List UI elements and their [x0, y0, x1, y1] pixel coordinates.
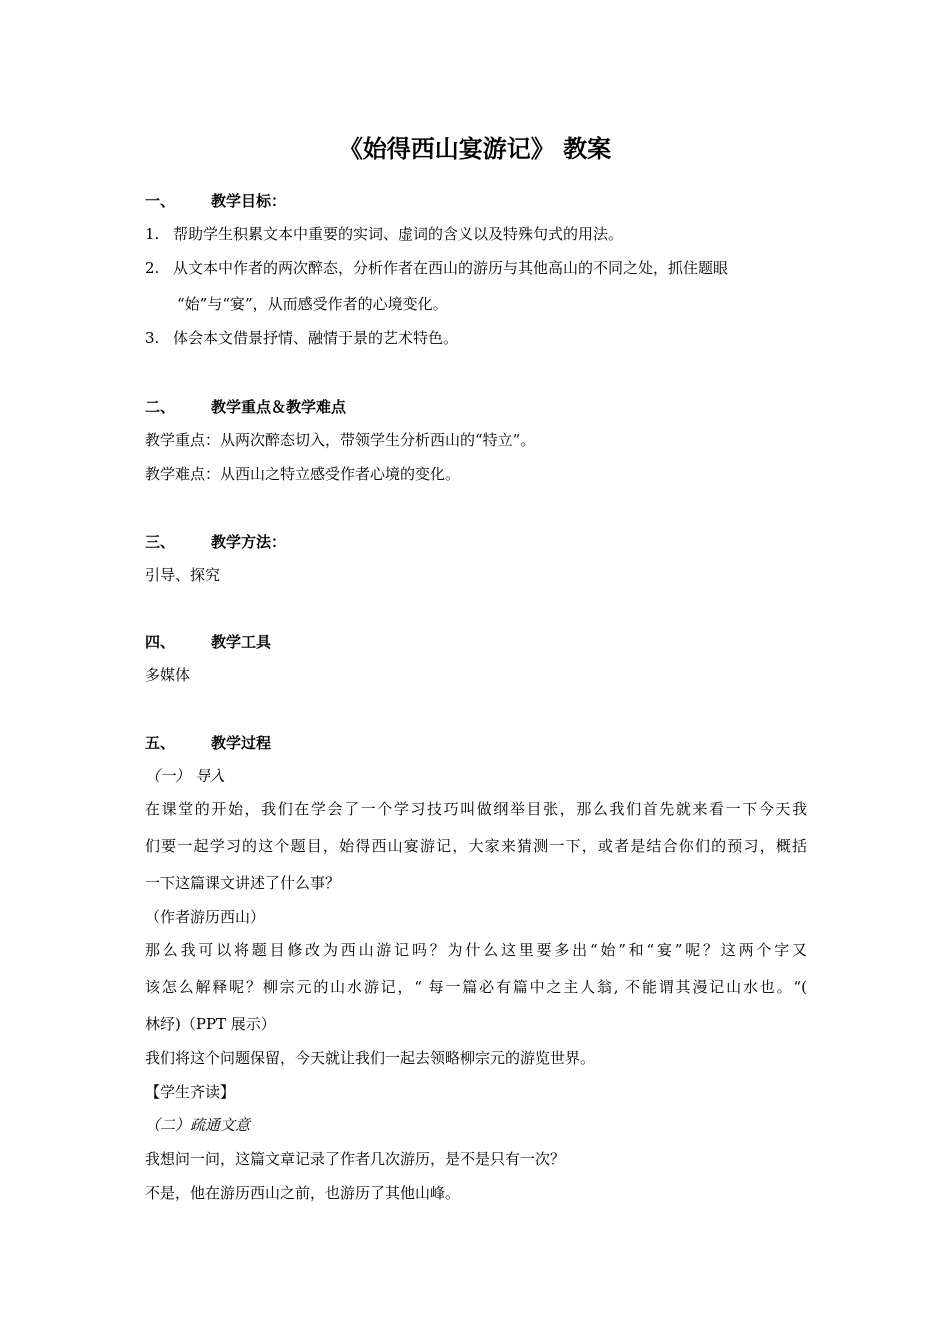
- paragraph-line: 我想问一问，这篇文章记录了作者几次游历，是不是只有一次？: [145, 1150, 566, 1168]
- section-label: 教学重点＆教学难点: [211, 398, 347, 416]
- objective-item: [145, 258, 728, 278]
- section-label: 教学工具: [211, 633, 272, 651]
- section-number: 四、: [145, 633, 176, 651]
- section-label: 教学方法：: [211, 533, 287, 551]
- section-heading-objectives: [145, 191, 286, 211]
- paragraph-line: 我们将这个问题保留，今天就让我们一起去领略柳宗元的游览世界。: [145, 1049, 596, 1067]
- paragraph-line: 不是，他在游历西山之前，也游历了其他山峰。: [145, 1184, 461, 1202]
- section-label: 教学过程: [211, 734, 272, 752]
- paragraph-line: 们要一起学习的这个题目，始得西山宴游记，大家来猜测一下，或者是结合你们的预习，概括: [145, 837, 807, 855]
- subheading-text: （二）疏通文意: [145, 1116, 251, 1134]
- page-title: 《始得西山宴游记》 教案: [338, 135, 612, 163]
- section-heading-focus: [145, 397, 346, 417]
- objective-item: [145, 328, 458, 348]
- paragraph-line: 一下这篇课文讲述了什么事？: [145, 874, 341, 892]
- paragraph-line: 林纾)（PPT 展示）: [145, 1015, 276, 1033]
- objective-number: 1.: [145, 225, 160, 243]
- objective-number: 2.: [145, 259, 160, 277]
- objective-text: 帮助学生积累文本中重要的实词、虚词的含义以及特殊句式的用法。: [173, 225, 624, 243]
- section-number: 三、: [145, 533, 176, 551]
- focus-text: 教学重点：从两次醉态切入，带领学生分析西山的“特立”。: [145, 431, 536, 449]
- paragraph-line: 【学生齐读】: [145, 1083, 236, 1101]
- paragraph-line: 该怎么解释呢？柳宗元的山水游记，“ 每一篇必有篇中之主人翁, 不能谓其漫记山水也。“(: [145, 978, 807, 996]
- method-text: 引导、探究: [145, 566, 221, 584]
- difficulty-text: 教学难点：从西山之特立感受作者心境的变化。: [145, 465, 461, 483]
- section-number: 一、: [145, 192, 176, 210]
- objective-text: 体会本文借景抒情、融情于景的艺术特色。: [173, 329, 459, 347]
- objective-text: 从文本中作者的两次醉态，分析作者在西山的游历与其他高山的不同之处，抓住题眼: [173, 259, 729, 277]
- section-heading-tools: [145, 632, 271, 652]
- paragraph-line: （作者游历西山）: [145, 908, 266, 926]
- objective-continuation: “始”与“宴”，从而感受作者的心境变化。: [177, 295, 448, 313]
- objective-number: 3.: [145, 329, 160, 347]
- objective-item: [145, 224, 623, 244]
- section-heading-process: [145, 733, 271, 753]
- paragraph-line: 在课堂的开始，我们在学会了一个学习技巧叫做纲举目张，那么我们首先就来看一下今天我: [145, 800, 807, 818]
- paragraph-line: 那么我可以将题目修改为西山游记吗？为什么这里要多出“始”和“宴”呢？这两个字又: [145, 941, 807, 959]
- section-number: 二、: [145, 398, 176, 416]
- subheading-intro: （一） 导入: [145, 767, 225, 785]
- section-heading-method: [145, 532, 286, 552]
- section-label: 教学目标：: [211, 192, 287, 210]
- tool-text: 多媒体: [145, 666, 191, 684]
- section-number: 五、: [145, 734, 176, 752]
